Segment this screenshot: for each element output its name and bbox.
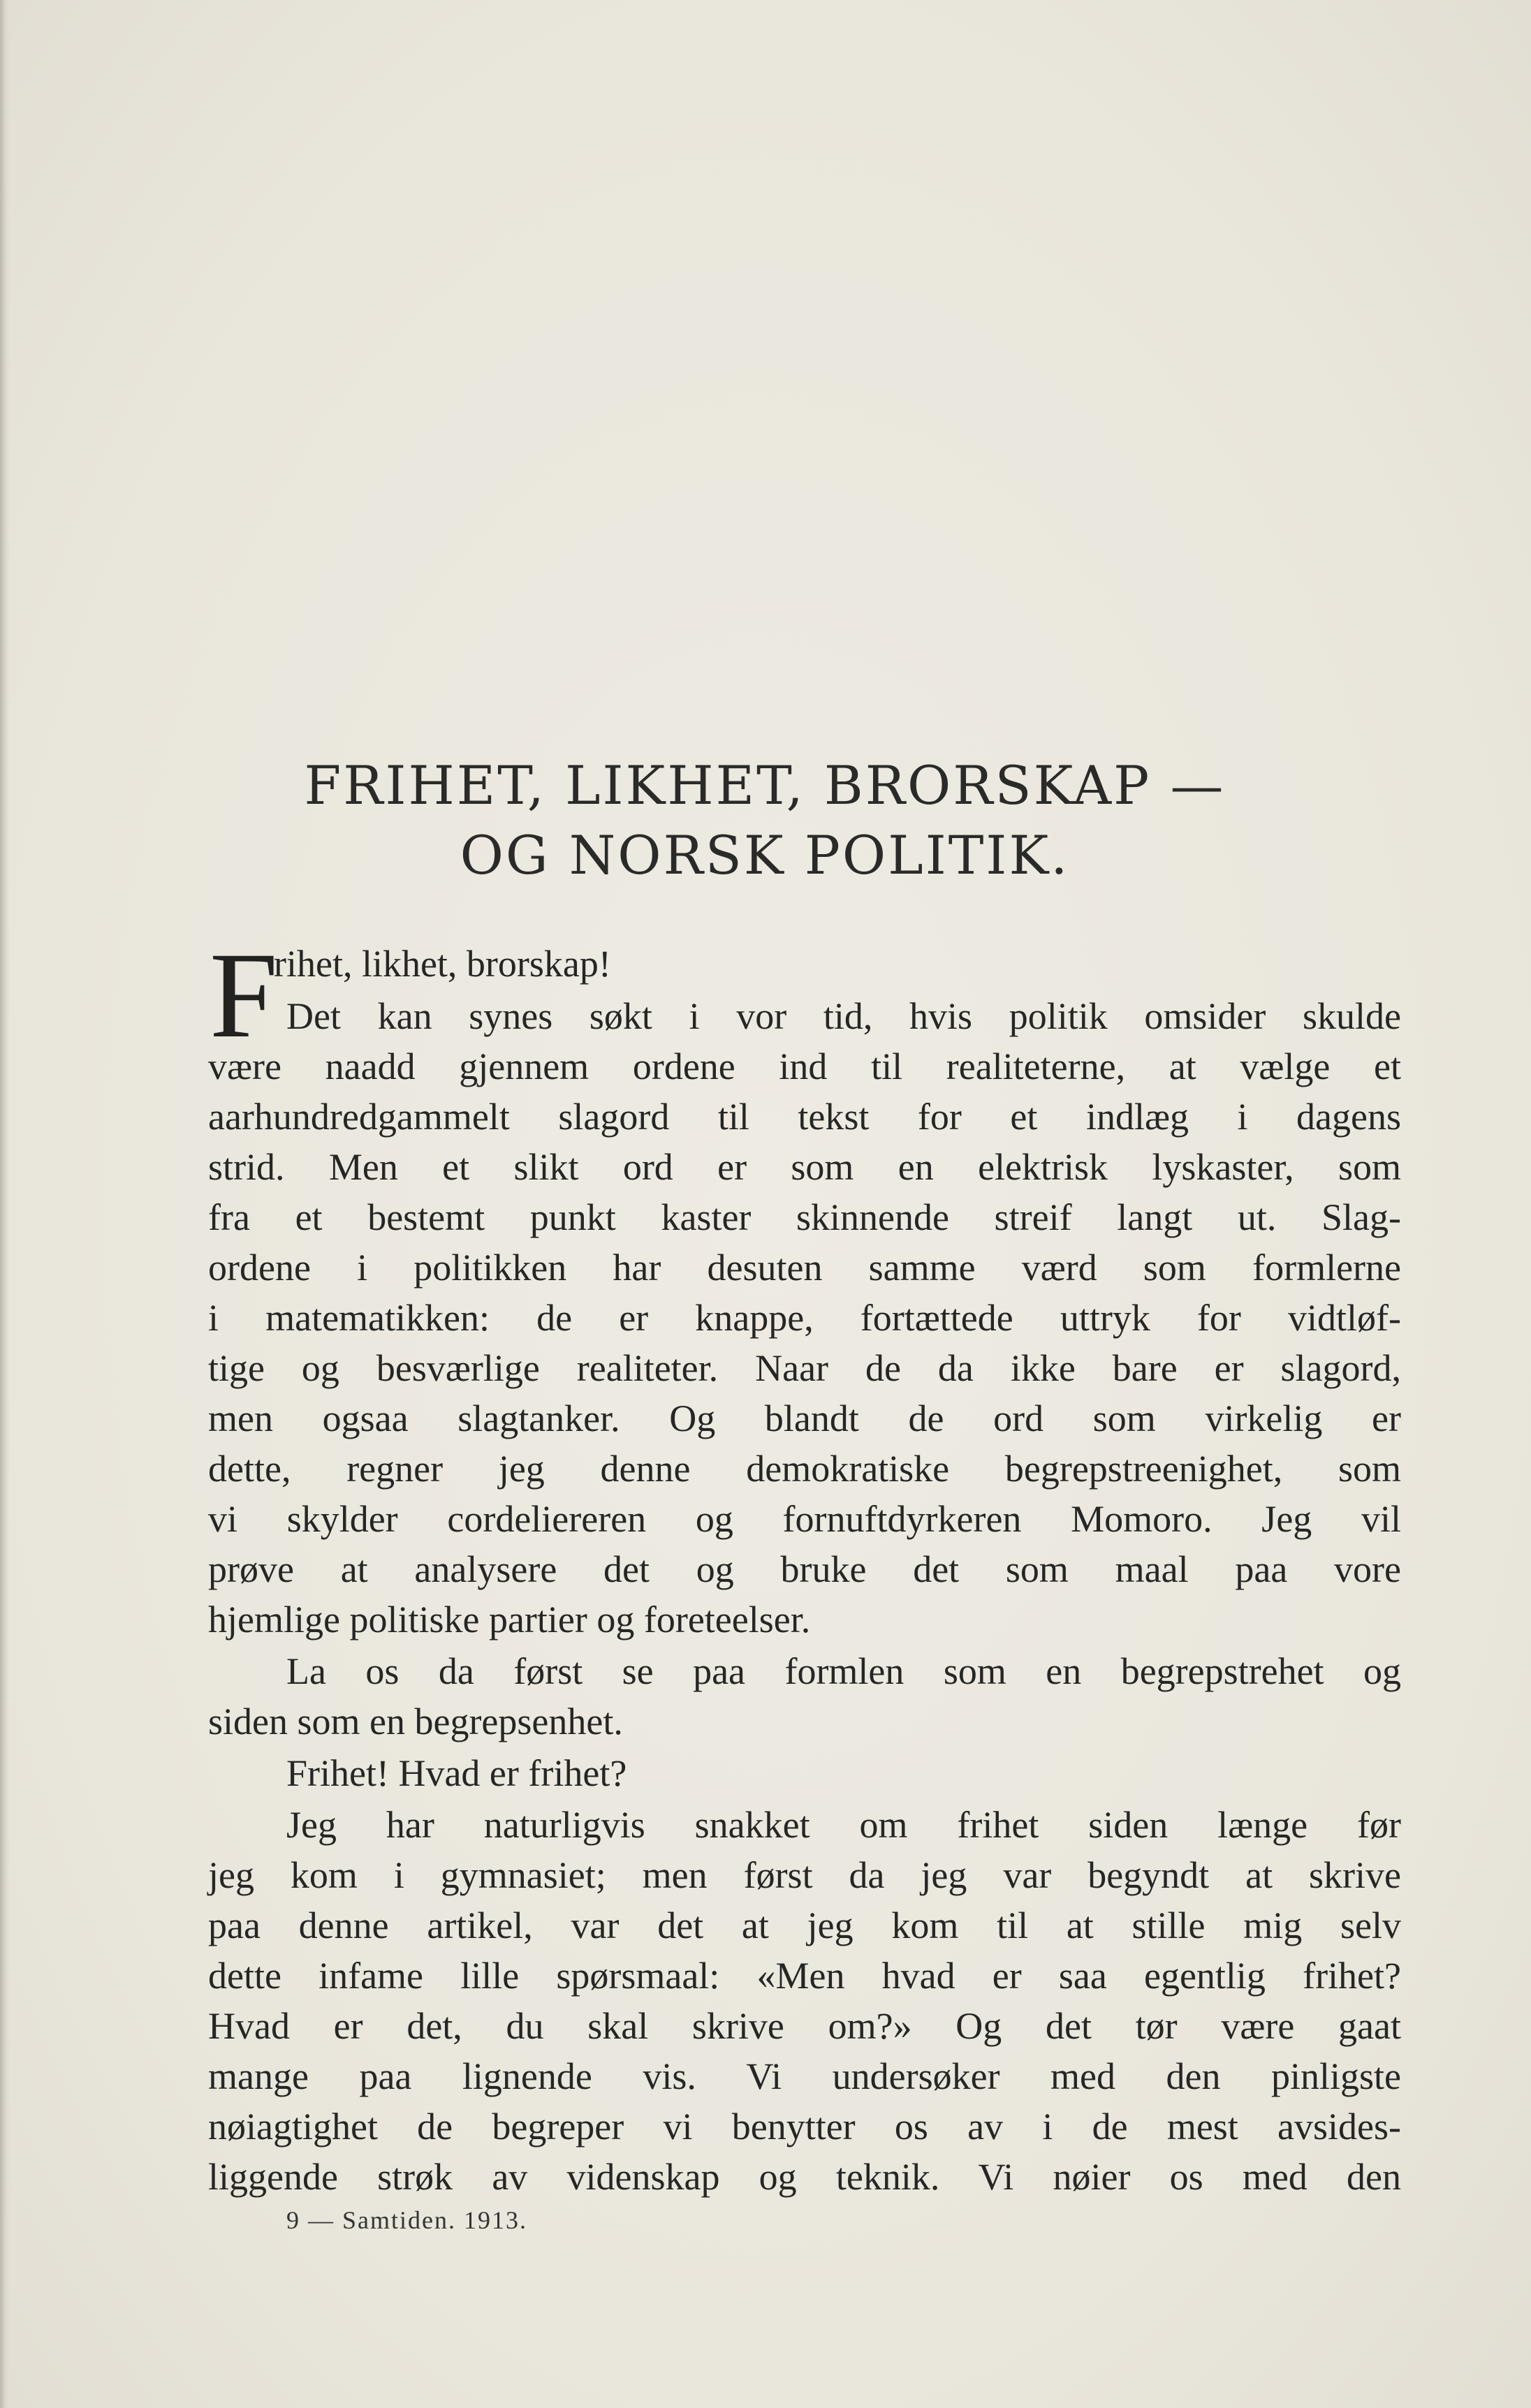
text-line: La os da først se paa formlen som en begrepstrehet og	[286, 1650, 1401, 1692]
text-line: dette infame lille spørsmaal: «Men hvad er saa egentlig frihet?	[208, 1955, 1401, 1997]
text-line: siden som en begrepsenhet.	[208, 1701, 623, 1742]
text-line: dette, regner jeg denne demokratiske begrepstreenighet, som	[208, 1448, 1401, 1490]
text-line: nøiagtighet de begreper vi benytter os av i de mest avsides-	[208, 2106, 1401, 2148]
text-line: rihet, likhet, brorskap!	[274, 943, 611, 985]
text-line: men ogsaa slagtanker. Og blandt de ord som virkelig er	[208, 1397, 1401, 1439]
text-line: tige og besværlige realiteter. Naar de da ikke bare er slagord,	[208, 1347, 1401, 1389]
text-line: paa denne artikel, var det at jeg kom til at stille mig selv	[208, 1904, 1401, 1946]
text-line: strid. Men et slikt ord er som en elektrisk lyskaster, som	[208, 1146, 1401, 1188]
page-binding-edge	[0, 0, 10, 2408]
text-line: prøve at analysere det og bruke det som maal paa vore	[208, 1548, 1401, 1590]
text-line: Det kan synes søkt i vor tid, hvis politik omsider skulde	[286, 995, 1401, 1037]
text-line: vi skylder cordeliereren og fornuftdyrkeren Momoro. Jeg vil	[208, 1498, 1401, 1540]
text-line: hjemlige politiske partier og foreteelser.	[208, 1599, 811, 1640]
text-line: være naadd gjennem ordene ind til realiteterne, at vælge et	[208, 1045, 1401, 1087]
text-line: Hvad er det, du skal skrive om?» Og det tør være gaat	[208, 2005, 1401, 2047]
text-line: fra et bestemt punkt kaster skinnende streif langt ut. Slag-	[208, 1196, 1401, 1238]
text-line: liggende strøk av videnskap og teknik. Vi nøier os med den	[208, 2156, 1401, 2198]
page-signature: 9 — Samtiden. 1913.	[286, 2206, 527, 2234]
text-line: ordene i politikken har desuten samme værd som formlerne	[208, 1247, 1401, 1289]
text-line: jeg kom i gymnasiet; men først da jeg var begyndt at skrive	[208, 1854, 1401, 1896]
drop-cap: F	[210, 927, 278, 1064]
text-line: Jeg har naturligvis snakket om frihet siden længe før	[286, 1804, 1401, 1846]
text-line: aarhundredgammelt slagord til tekst for et indlæg i dagens	[208, 1096, 1401, 1138]
article-title-line-1: FRIHET, LIKHET, BRORSKAP —	[304, 754, 1226, 816]
text-line: Frihet! Hvad er frihet?	[286, 1752, 627, 1794]
article-title-line-2: OG NORSK POLITIK.	[460, 824, 1070, 886]
text-line: i matematikken: de er knappe, fortættede uttryk for vidtløf-	[208, 1297, 1401, 1339]
text-line: mange paa lignende vis. Vi undersøker med den pinligste	[208, 2055, 1401, 2097]
